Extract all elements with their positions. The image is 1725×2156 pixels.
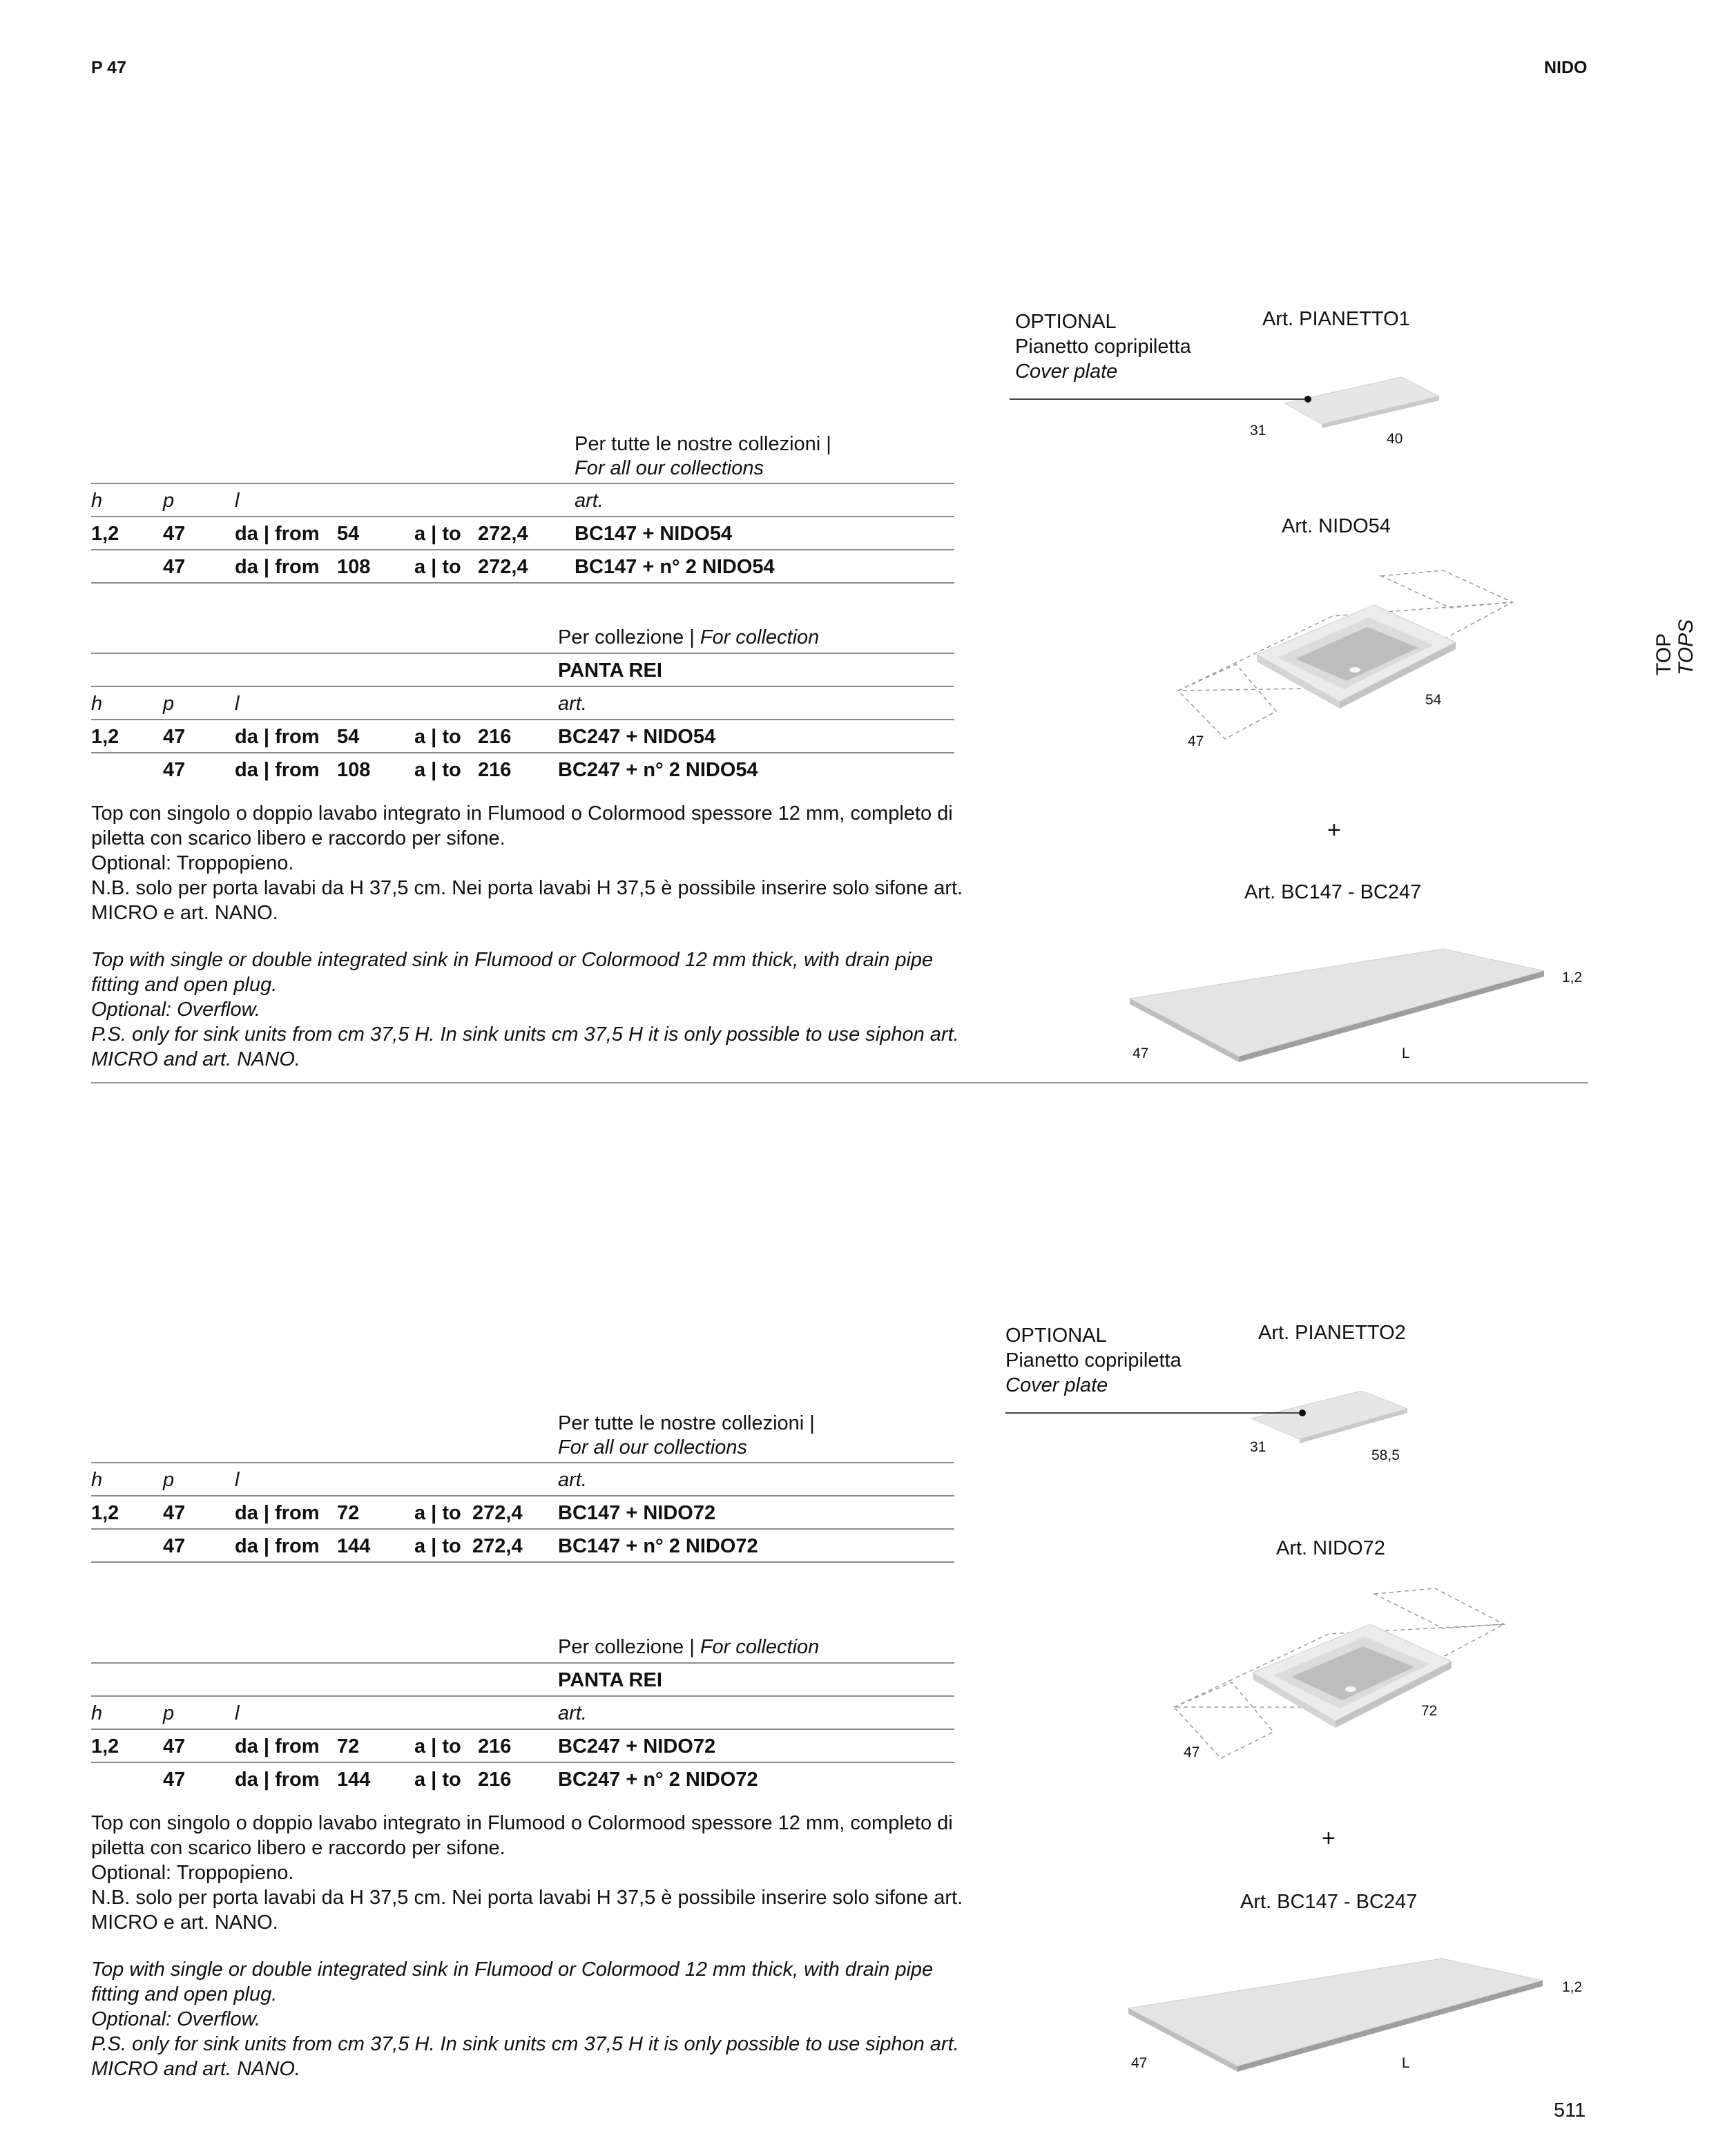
cell-from-label: da | from [235,726,320,748]
dim-width: 54 [1425,692,1442,708]
cell-to-label: a | to [414,759,461,781]
plus-sign: + [1322,1825,1336,1851]
dim-length: L [1402,1046,1410,1061]
cell-h: 1,2 [91,726,119,748]
section-divider [91,1082,1588,1084]
cell-from: 54 [337,523,360,545]
cell-from-label: da | from [235,1535,320,1557]
cell-to: 216 [478,726,512,748]
dim-depth: 47 [1188,733,1204,749]
col-p-header: p [163,1702,175,1724]
cell-from: 108 [337,556,371,578]
table-divider [91,582,954,584]
cell-to-label: a | to [414,556,461,578]
col-p-header: p [163,490,175,512]
top-article: Art. BC147 - BC247 [1240,1891,1418,1913]
cell-to: 272,4 [478,523,528,545]
cell-p: 47 [163,523,186,545]
cell-art: BC147 + NIDO72 [558,1502,716,1524]
cell-to-label: a | to [414,726,461,748]
cell-from-label: da | from [235,556,320,578]
cell-from: 144 [337,1769,371,1791]
side-tab [1653,619,1697,675]
dim-depth: 31 [1250,423,1266,439]
plus-sign: + [1327,817,1341,843]
description-it: Top con singolo o doppio lavabo integrato in Flumood o Colormood spessore 12 mm, completo di piletta con scarico libero e raccordo per sifone. Optional: Troppopieno. N.B. solo per porta lavabi da H 37,5 cm. Nei porta lavabi H 37,5 è possibile inserire solo sifone art. MICRO e art. NANO. [91,1812,963,1934]
table-divider [91,1528,954,1530]
cell-to-label: a | to [414,1502,461,1524]
table-coll-caption-en: For collection [700,626,820,648]
cell-from: 72 [337,1502,360,1524]
cell-art: BC247 + n° 2 NIDO54 [558,759,758,781]
description-en: Top with single or double integrated sink in Flumood or Colormood 12 mm thick, with drain pipe fitting and open plug. Optional: Overflow. P.S. only for sink units from cm 37,5 H. In sink units cm 37,5 H it is only possible to use siphon art. MICRO and art. NANO. [91,949,959,1070]
collection-name-label: PANTA REI [558,1669,662,1691]
col-p-header: p [163,1469,175,1491]
cell-h: 1,2 [91,1735,119,1758]
sink-top-drawing [1174,566,1519,753]
table-divider [91,549,954,550]
cell-to-label: a | to [414,1769,461,1791]
col-h-header: h [91,1469,103,1491]
table-all-caption-it: Per tutte le nostre collezioni | [558,1412,815,1434]
sink-article: Art. NIDO72 [1276,1537,1385,1559]
side-tab-label-it: TOP [1652,633,1675,675]
cell-from: 72 [337,1735,360,1758]
col-art-header: art. [558,693,587,715]
cell-p: 47 [163,1735,186,1758]
dim-depth: 47 [1184,1744,1200,1760]
description-en: Top with single or double integrated sink in Flumood or Colormood 12 mm thick, with drain pipe fitting and open plug. Optional: Overflow. P.S. only for sink units from cm 37,5 H. In sink units cm 37,5 H it is only possible to use siphon art. MICRO and art. NANO. [91,1958,959,2080]
optional-name-en: Cover plate [1005,1374,1108,1396]
side-tab-label-en: TOPS [1675,619,1697,675]
table-divider [91,1729,954,1730]
cell-p: 47 [163,1769,186,1791]
optional-article: Art. PIANETTO1 [1262,308,1410,330]
cell-h: 1,2 [91,523,119,545]
cell-to: 216 [478,759,512,781]
cell-art: BC147 + n° 2 NIDO72 [558,1535,758,1557]
table-all-caption-en: For all our collections [575,457,764,479]
cell-to: 216 [478,1769,512,1791]
col-art-header: art. [558,1469,587,1491]
table-divider [91,1561,954,1563]
cell-from-label: da | from [235,1735,320,1758]
col-p-header: p [163,693,175,715]
top-slab-drawing [1126,941,1554,1065]
cell-to: 216 [478,1735,512,1758]
table-divider [91,1662,954,1664]
table-coll-caption-en: For collection [700,1636,820,1658]
cell-p: 47 [163,759,186,781]
table-divider [91,752,954,753]
col-l-header: l [235,1702,240,1724]
dim-width: 58,5 [1371,1447,1400,1463]
cell-p: 47 [163,1535,186,1557]
table-all-caption-it: Per tutte le nostre collezioni | [575,433,831,455]
cell-from-label: da | from [235,523,320,545]
table-divider [91,1495,954,1496]
table-divider [91,686,954,687]
table-coll-caption-it: Per collezione | [558,1636,700,1658]
col-h-header: h [91,693,103,715]
col-l-header: l [235,1469,240,1491]
collection-name: NIDO [1544,58,1588,77]
cell-from: 144 [337,1535,371,1557]
table-divider [91,516,954,517]
col-l-header: l [235,693,240,715]
cell-p: 47 [163,726,186,748]
table-divider [91,653,954,654]
cell-p: 47 [163,556,186,578]
cell-to-label: a | to [414,1735,461,1758]
dim-thickness: 1,2 [1562,970,1583,985]
dim-thickness: 1,2 [1562,1979,1583,1995]
leader-line [1005,1409,1309,1417]
cell-to: 272,4 [472,1502,523,1524]
col-art-header: art. [558,1702,587,1724]
collection-name-label: PANTA REI [558,660,662,682]
table-all-caption-en: For all our collections [558,1436,747,1459]
page-number: 511 [1554,2099,1586,2121]
cell-art: BC147 + n° 2 NIDO54 [575,556,775,578]
table-coll-caption-it: Per collezione | [558,626,700,648]
cell-art: BC147 + NIDO54 [575,523,733,545]
dim-depth: 47 [1133,1046,1149,1061]
cell-to-label: a | to [414,523,461,545]
col-l-header: l [235,490,240,512]
optional-label: OPTIONAL [1005,1325,1107,1347]
cell-p: 47 [163,1502,186,1524]
dim-length: L [1402,2055,1410,2071]
sink-article: Art. NIDO54 [1282,515,1391,537]
table-divider [91,1462,954,1463]
sink-top-drawing [1170,1586,1515,1772]
cell-from: 54 [337,726,360,748]
optional-name-en: Cover plate [1015,360,1118,383]
leader-line [1010,395,1313,403]
dim-depth: 31 [1250,1439,1266,1455]
cell-h: 1,2 [91,1502,119,1524]
cell-from-label: da | from [235,759,320,781]
top-slab-drawing [1124,1950,1552,2075]
table-divider [91,483,954,484]
optional-label: OPTIONAL [1015,311,1117,333]
col-h-header: h [91,1702,103,1724]
cell-art: BC247 + n° 2 NIDO72 [558,1769,758,1791]
optional-name-it: Pianetto copripiletta [1005,1349,1182,1371]
top-article: Art. BC147 - BC247 [1244,881,1422,903]
table-divider [91,1762,954,1763]
cell-from-label: da | from [235,1769,320,1791]
dim-width: 40 [1387,431,1403,447]
table-divider [91,1695,954,1697]
table-coll-caption [558,1635,819,1659]
col-h-header: h [91,490,103,512]
table-divider [91,719,954,720]
cell-to: 272,4 [472,1535,523,1557]
table-coll-caption [558,626,819,649]
cell-art: BC247 + NIDO72 [558,1735,716,1758]
cell-art: BC247 + NIDO54 [558,726,716,748]
optional-name-it: Pianetto copripiletta [1015,336,1191,358]
cell-from-label: da | from [235,1502,320,1524]
cell-to-label: a | to [414,1535,461,1557]
cell-from: 108 [337,759,371,781]
dim-width: 72 [1421,1703,1438,1719]
optional-article: Art. PIANETTO2 [1258,1322,1406,1344]
col-art-header: art. [575,490,604,512]
dim-depth: 47 [1131,2055,1148,2071]
cell-to: 272,4 [478,556,528,578]
page-reference: P 47 [91,58,126,77]
description-it: Top con singolo o doppio lavabo integrato in Flumood o Colormood spessore 12 mm, completo di piletta con scarico libero e raccordo per sifone. Optional: Troppopieno. N.B. solo per porta lavabi da H 37,5 cm. Nei porta lavabi H 37,5 è possibile inserire solo sifone art. MICRO e art. NANO. [91,802,963,924]
